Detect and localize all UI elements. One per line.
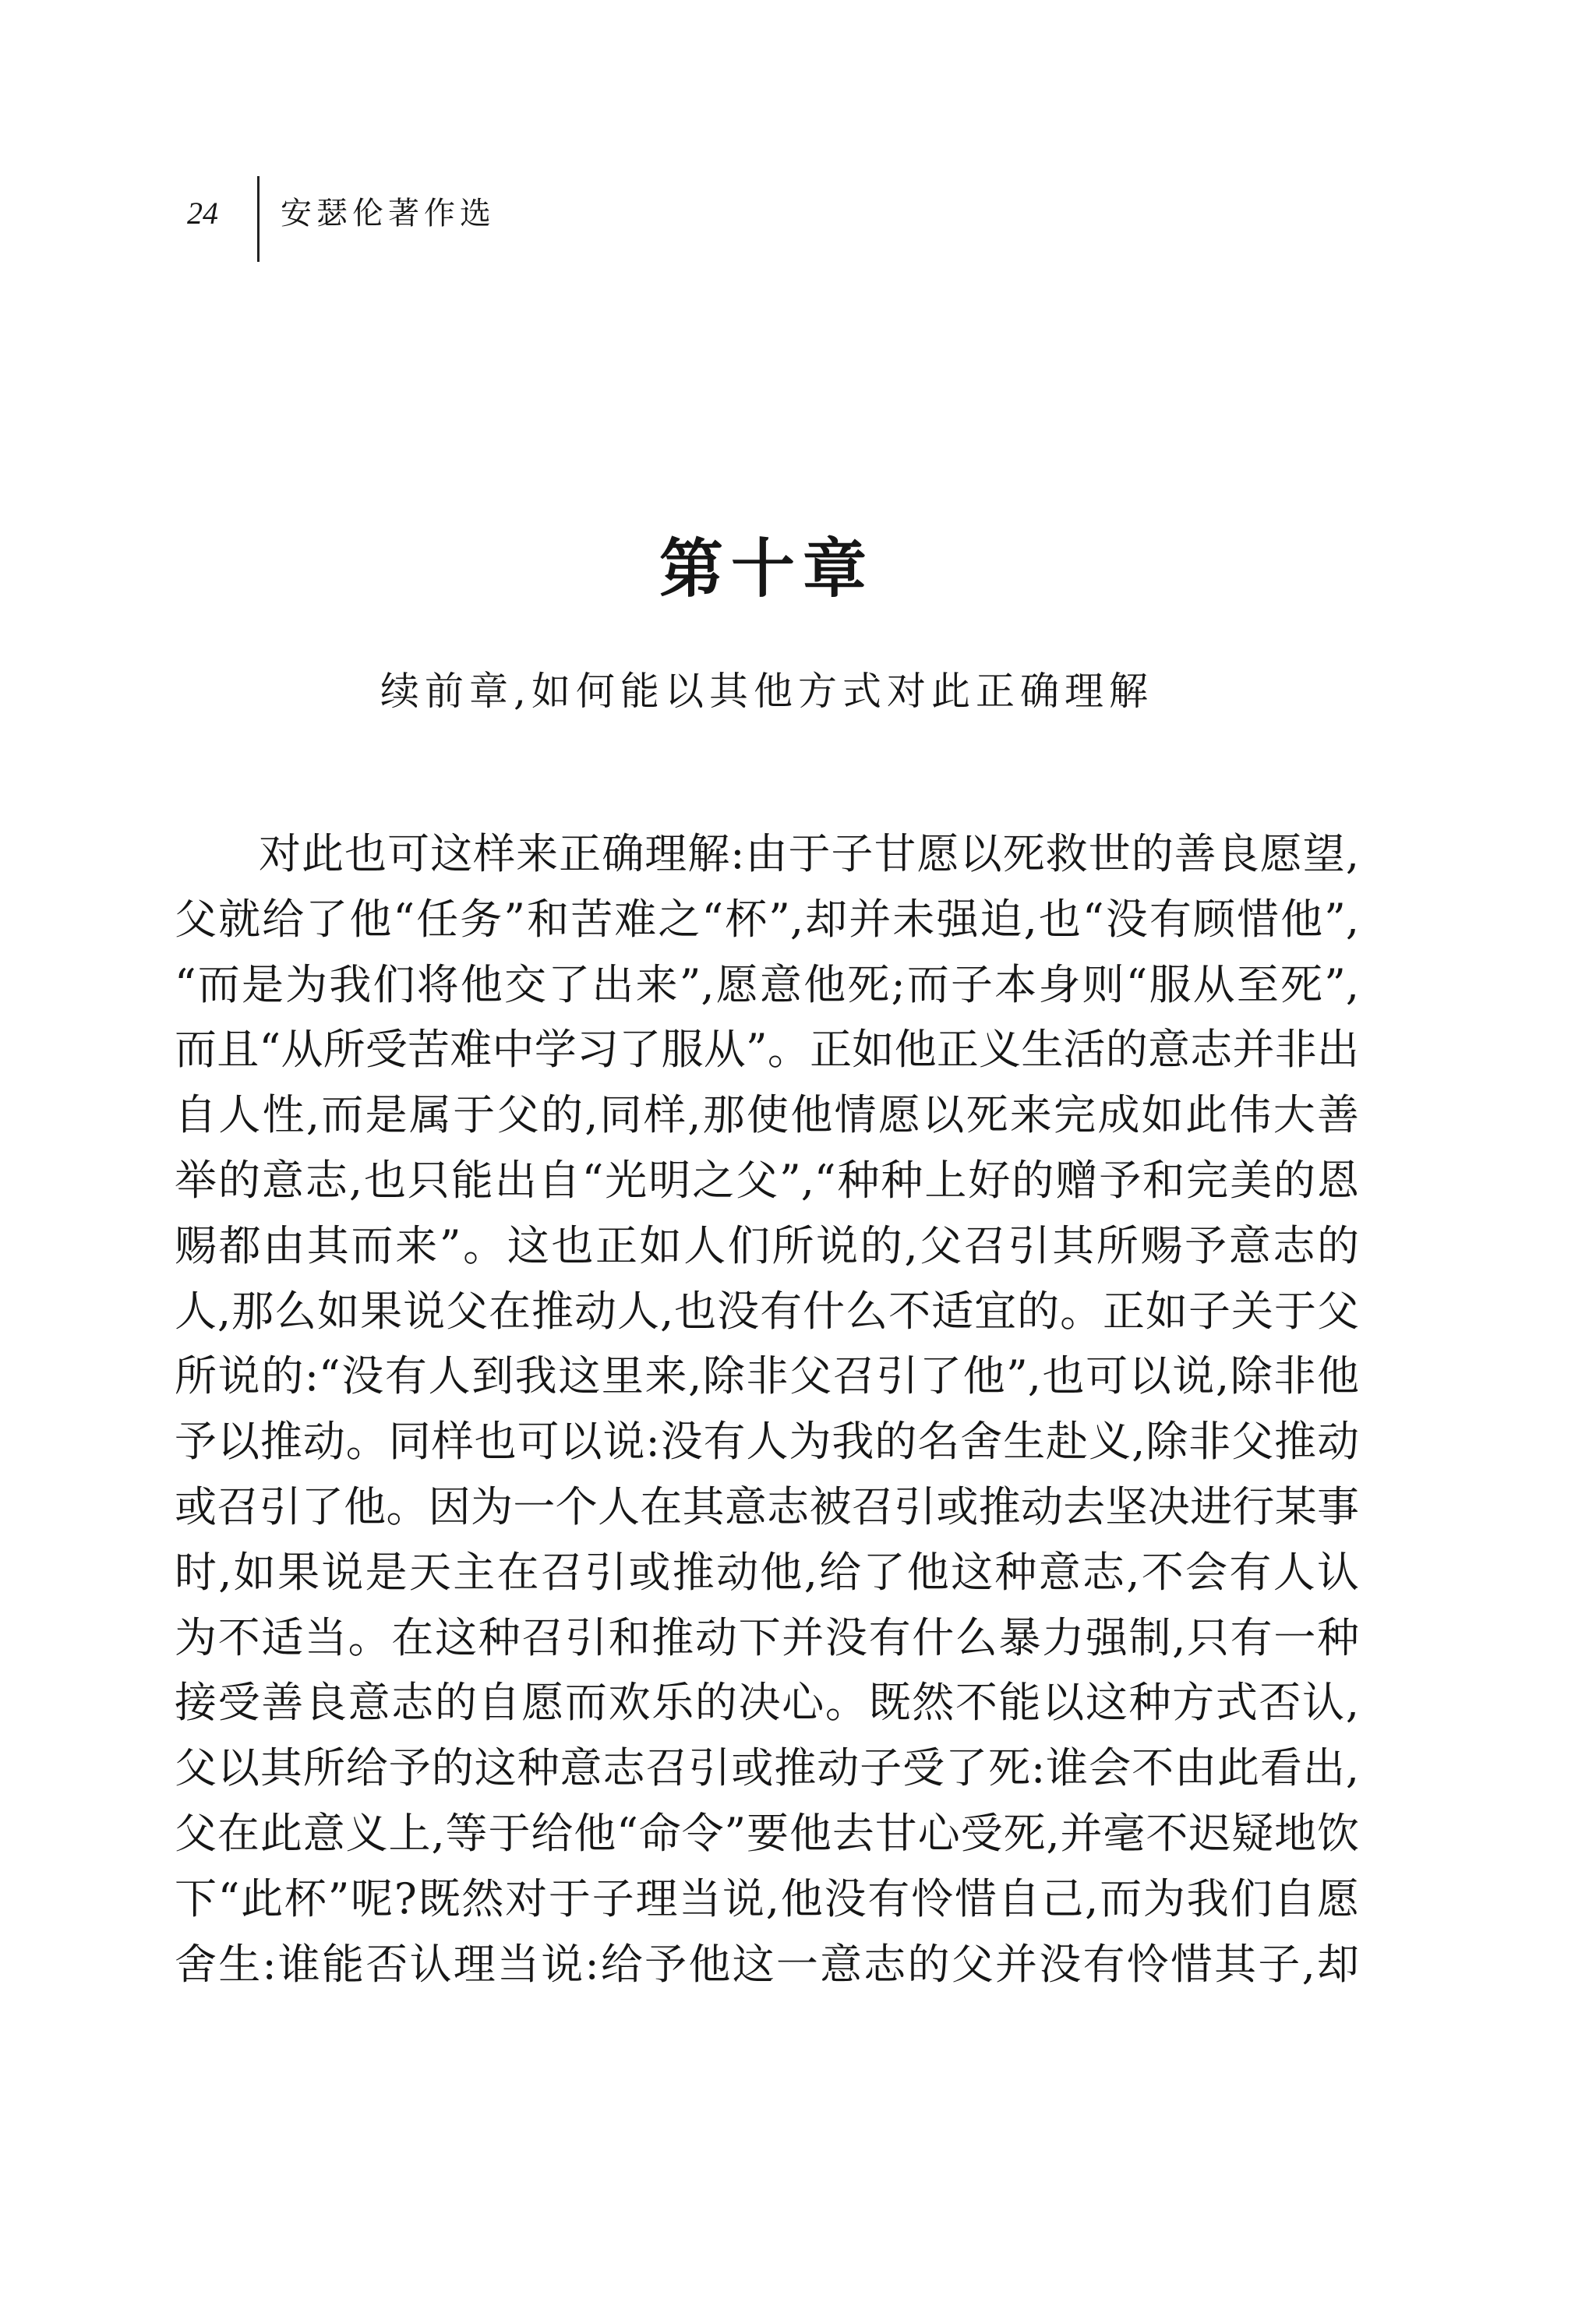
body-line: 父就给了他“任务”和苦难之“杯”,却并未强迫,也“没有顾惜他”,: [175, 894, 1359, 944]
chapter-title: 第十章: [659, 531, 874, 606]
body-line: 接受善良意志的自愿而欢乐的决心。既然不能以这种方式否认,: [175, 1678, 1359, 1728]
body-line: 时,如果说是天主在召引或推动他,给了他这种意志,不会有人认: [175, 1547, 1359, 1597]
running-head: [0, 0, 1596, 312]
body-line: “而是为我们将他交了出来”,愿意他死;而子本身则“服从至死”,: [175, 959, 1359, 1009]
body-line: 父在此意义上,等于给他“命令”要他去甘心受死,并毫不迟疑地饮: [175, 1808, 1359, 1858]
body-line: 赐都由其而来”。这也正如人们所说的,父召引其所赐予意志的: [175, 1220, 1359, 1270]
book-title: 安瑟伦著作选: [281, 196, 496, 231]
header-divider: [257, 176, 260, 262]
body-line: 举的意志,也只能出自“光明之父”,“种种上好的赠予和完美的恩: [175, 1155, 1359, 1205]
body-line: 舍生:谁能否认理当说:给予他这一意志的父并没有怜惜其子,却: [175, 1939, 1359, 1989]
body-paragraph: [175, 821, 1359, 1997]
body-line: 所说的:“没有人到我这里来,除非父召引了他”,也可以说,除非他: [175, 1351, 1359, 1401]
body-line: 父以其所给予的这种意志召引或推动子受了死:谁会不由此看出,: [175, 1743, 1359, 1793]
body-line: 予以推动。同样也可以说:没有人为我的名舍生赴义,除非父推动: [175, 1417, 1359, 1467]
page-number: 24: [187, 196, 218, 231]
chapter-subtitle: 续前章,如何能以其他方式对此正确理解: [380, 669, 1153, 714]
body-line: 为不适当。在这种召引和推动下并没有什么暴力强制,只有一种: [175, 1612, 1359, 1662]
body-line: 或召引了他。因为一个人在其意志被召引或推动去坚决进行某事: [175, 1481, 1359, 1531]
body-line: 人,那么如果说父在推动人,也没有什么不适宜的。正如子关于父: [175, 1286, 1359, 1336]
body-line: 自人性,而是属于父的,同样,那使他情愿以死来完成如此伟大善: [175, 1090, 1359, 1140]
body-line: 对此也可这样来正确理解:由于子甘愿以死救世的善良愿望,: [259, 829, 1359, 878]
body-line: 下“此杯”呢?既然对于子理当说,他没有怜惜自己,而为我们自愿: [175, 1873, 1359, 1923]
body-line: 而且“从所受苦难中学习了服从”。正如他正义生活的意志并非出: [175, 1025, 1359, 1075]
